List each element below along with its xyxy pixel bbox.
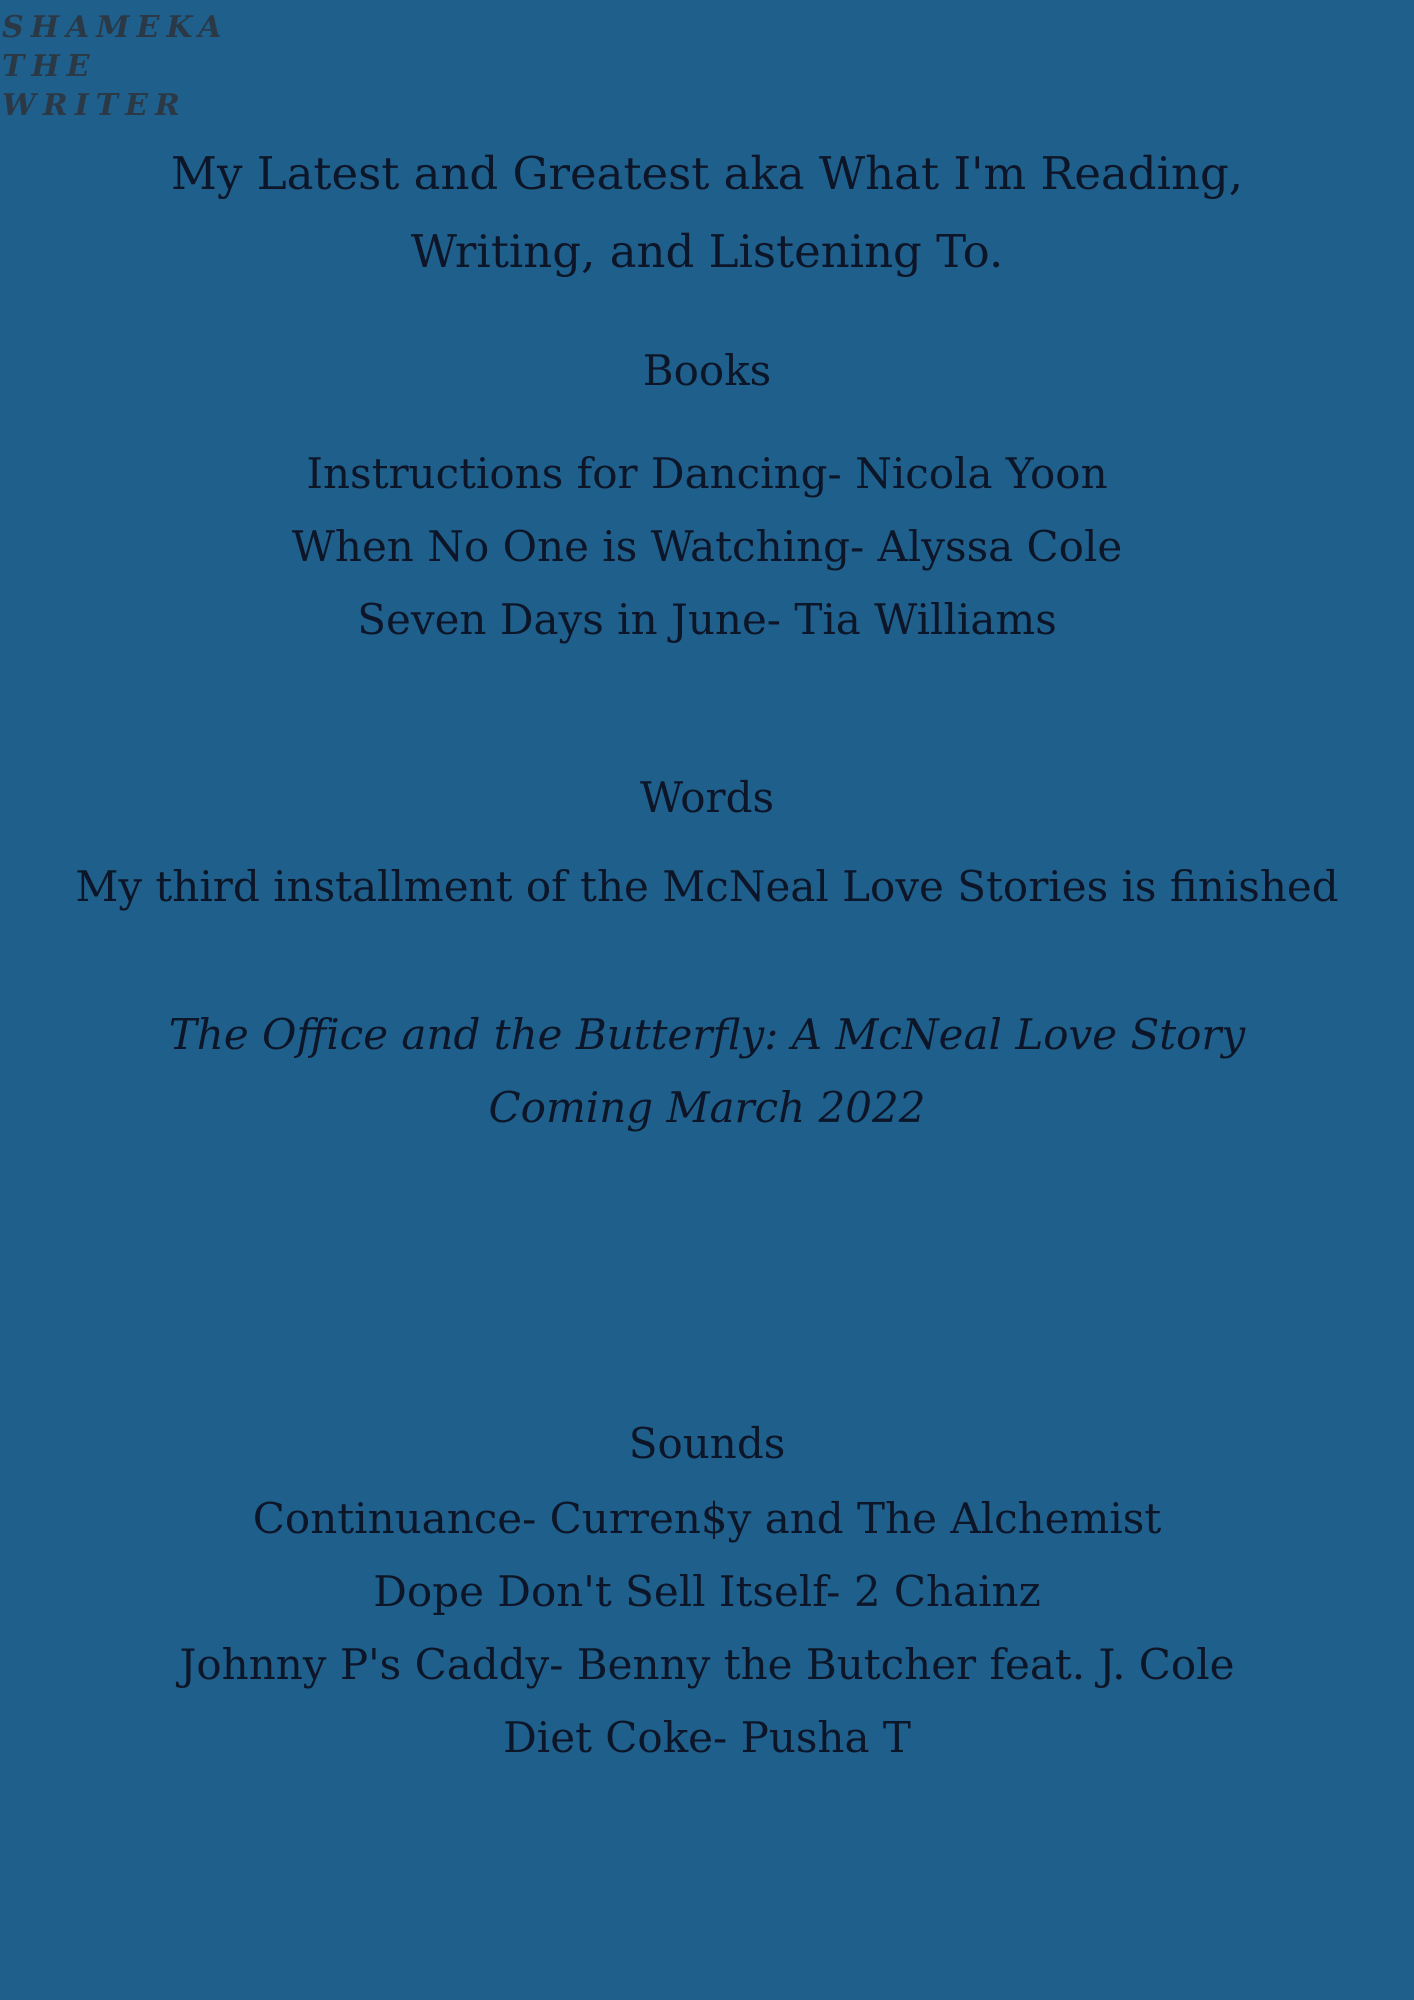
book-title: The Office and the Butterfly: A McNeal Love Story — [168, 1010, 1246, 1059]
book-item: When No One is Watching- Alyssa Cole — [291, 522, 1123, 571]
brand-line-1: SHAMEKA THE — [2, 10, 229, 84]
books-list — [0, 437, 1414, 656]
page-title — [0, 135, 1414, 291]
brand-logo — [2, 8, 332, 125]
words-heading: Words — [639, 773, 775, 822]
song-item: Dope Don't Sell Itself- 2 Chainz — [373, 1567, 1041, 1616]
book-item: Seven Days in June- Tia Williams — [357, 595, 1057, 644]
words-text: My third installment of the McNeal Love Stories is finished — [75, 862, 1339, 911]
page-title-line-2: Writing, and Listening To. — [410, 225, 1004, 278]
song-item: Diet Coke- Pusha T — [503, 1713, 911, 1762]
book-item: Instructions for Dancing- Nicola Yoon — [306, 449, 1108, 498]
sounds-heading: Sounds — [628, 1419, 786, 1468]
song-item: Johnny P's Caddy- Benny the Butcher feat. J. Cole — [179, 1640, 1235, 1689]
sounds-list — [0, 1482, 1414, 1774]
song-item: Continuance- Curren$y and The Alchemist — [252, 1494, 1162, 1543]
page-title-line-1: My Latest and Greatest aka What I'm Reading, — [170, 147, 1244, 200]
release-date: Coming March 2022 — [488, 1083, 926, 1132]
books-heading: Books — [642, 346, 772, 395]
brand-line-2: WRITER — [2, 88, 187, 123]
